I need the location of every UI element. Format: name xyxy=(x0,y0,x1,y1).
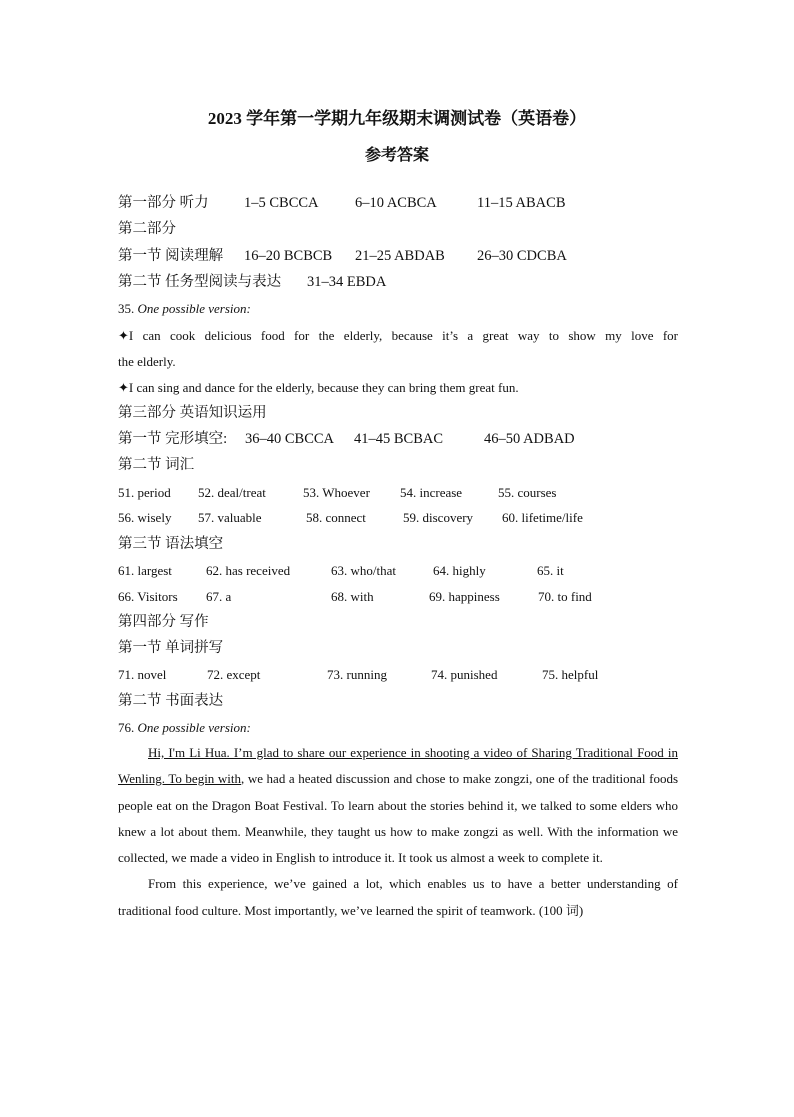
vocab-answer-55: 55. courses xyxy=(498,485,557,500)
sec4-2-label: 第二节 书面表达 xyxy=(118,693,224,709)
part1-answer-1: 1–5 CBCCA xyxy=(244,195,319,211)
q76-paragraph-1-rest: , we had a heated discussion and chose to make zongzi, one of the traditional foods people eat on the Dragon Boat Festival. To learn about the stories behind it, we talked to some elders who knew a lot about them. Meanwhile, they taught us how to make zongzi as well. With the information we collected, we made a video in English to introduce it. It took us almost a week to complete it. xyxy=(118,771,679,866)
spelling-answer-75: 75. helpful xyxy=(542,667,599,682)
part1-answer-3: 11–15 ABACB xyxy=(477,195,566,211)
grammar-answer-66: 66. Visitors xyxy=(118,589,178,604)
grammar-answer-62: 62. has received xyxy=(206,563,291,578)
grammar-answer-65: 65. it xyxy=(537,563,564,578)
vocab-answer-58: 58. connect xyxy=(306,510,366,525)
q76-number: 76. xyxy=(118,720,135,735)
grammar-answer-64: 64. highly xyxy=(433,563,486,578)
sec3-3-label: 第三节 语法填空 xyxy=(118,536,224,552)
grammar-answer-69: 69. happiness xyxy=(429,589,500,604)
q35-heading xyxy=(118,302,251,315)
part2-label: 第二部分 xyxy=(118,221,176,237)
q35-item1-line2: the elderly. xyxy=(118,354,176,369)
vocab-answer-60: 60. lifetime/life xyxy=(502,510,583,525)
page-subtitle: 参考答案 xyxy=(364,147,429,164)
vocab-answer-56: 56. wisely xyxy=(118,510,172,525)
q35-item2: ✦I can sing and dance for the elderly, because they can bring them great fun. xyxy=(118,380,519,395)
grammar-answer-63: 63. who/that xyxy=(331,563,396,578)
q35-intro: One possible version: xyxy=(137,301,251,316)
q35-number: 35. xyxy=(118,301,135,316)
vocab-answer-54: 54. increase xyxy=(400,485,463,500)
vocab-answer-53: 53. Whoever xyxy=(303,485,370,500)
page-title: 2023 学年第一学期九年级期末调测试卷（英语卷） xyxy=(207,109,587,128)
sec2-2-answer: 31–34 EBDA xyxy=(307,274,387,290)
spelling-answer-74: 74. punished xyxy=(431,667,498,682)
sec2-1-answer-1: 16–20 BCBCB xyxy=(244,248,333,264)
spelling-answer-73: 73. running xyxy=(327,667,387,682)
sec2-1-label: 第一节 阅读理解 xyxy=(118,248,224,264)
vocab-answer-51: 51. period xyxy=(118,485,171,500)
sec3-2-label: 第二节 词汇 xyxy=(118,457,195,473)
q35-item1-line1: ✦I can cook delicious food for the elderly, because it’s a great way to show my love for xyxy=(118,328,678,343)
sec3-1-label: 第一节 完形填空: xyxy=(118,431,228,447)
part1-label: 第一部分 听力 xyxy=(118,195,209,211)
spelling-answer-72: 72. except xyxy=(207,667,261,682)
sec2-1-answer-2: 21–25 ABDAB xyxy=(355,248,445,264)
part1-answer-2: 6–10 ACBCA xyxy=(355,195,437,211)
q76-opening-underlined: Hi, I'm Li Hua. I’m glad to share our experience in shooting a video of Sharing Traditional Food in Wenling. To begin with xyxy=(118,745,678,787)
vocab-answer-57: 57. valuable xyxy=(198,510,262,525)
sec3-1-answer-2: 41–45 BCBAC xyxy=(354,431,444,447)
grammar-answer-70: 70. to find xyxy=(538,589,592,604)
sec3-1-answer-1: 36–40 CBCCA xyxy=(245,431,335,447)
part4-label: 第四部分 写作 xyxy=(118,614,209,630)
spelling-answer-71: 71. novel xyxy=(118,667,167,682)
sec3-1-answer-3: 46–50 ADBAD xyxy=(484,431,575,447)
vocab-answer-52: 52. deal/treat xyxy=(198,485,266,500)
grammar-answer-61: 61. largest xyxy=(118,563,172,578)
q76-intro: One possible version: xyxy=(137,720,251,735)
sec4-1-label: 第一节 单词拼写 xyxy=(118,640,224,656)
q76-heading xyxy=(118,721,251,734)
sec2-1-answer-3: 26–30 CDCBA xyxy=(477,248,567,264)
part3-label: 第三部分 英语知识运用 xyxy=(118,405,267,421)
sec2-2-label: 第二节 任务型阅读与表达 xyxy=(118,274,282,290)
q76-essay xyxy=(118,740,678,924)
q76-paragraph-1 xyxy=(118,740,678,871)
grammar-answer-67: 67. a xyxy=(206,589,232,604)
grammar-answer-68: 68. with xyxy=(331,589,374,604)
q76-paragraph-2: From this experience, we’ve gained a lot, which enables us to have a better understanding of traditional food culture. Most importantly, we’ve learned the spirit of teamwork. (100 词) xyxy=(118,876,678,918)
vocab-answer-59: 59. discovery xyxy=(403,510,474,525)
